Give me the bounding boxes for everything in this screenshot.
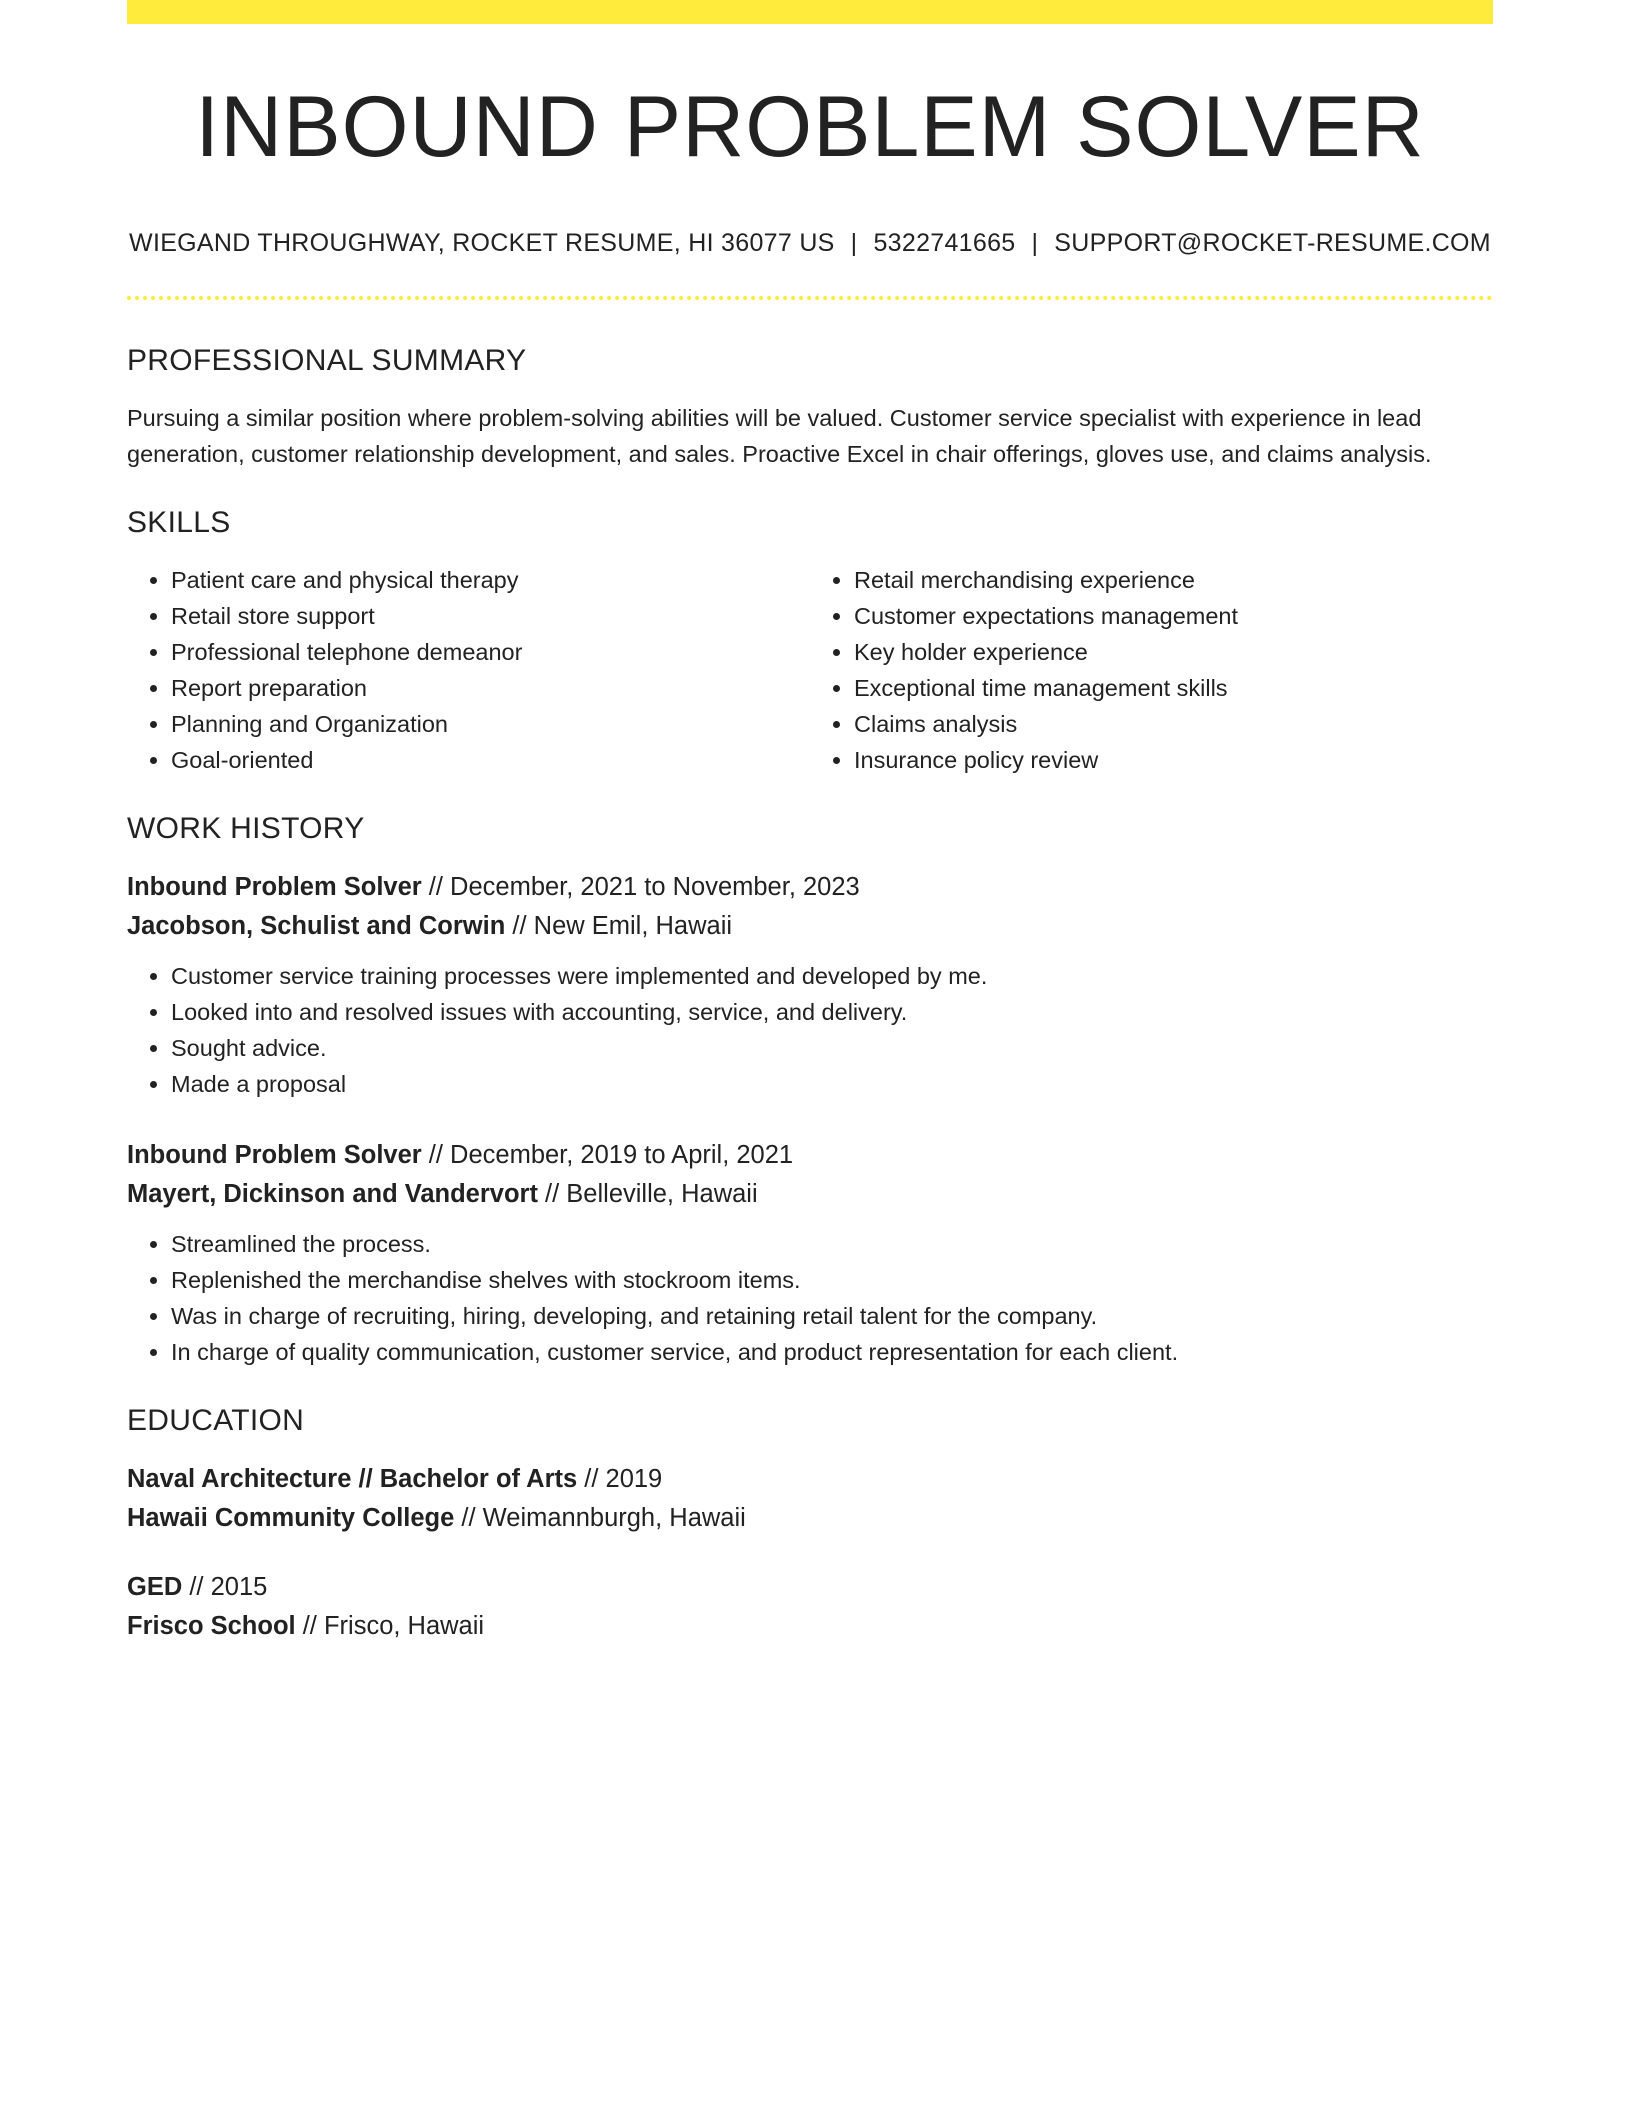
education-degree: Naval Architecture // Bachelor of Arts (127, 1464, 578, 1493)
job-bullet: • Was in charge of recruiting, hiring, developing, and retaining retail talent for the company. (171, 1298, 1493, 1334)
skills-section (127, 506, 1493, 778)
skill-item: • Patient care and physical therapy (171, 562, 810, 598)
education-entry (127, 1460, 1493, 1538)
summary-section (127, 344, 1493, 472)
skills-heading: SKILLS (127, 505, 231, 539)
header-divider (127, 296, 1493, 300)
skill-item: • Report preparation (171, 670, 810, 706)
top-accent-bar (127, 0, 1493, 24)
job-entry (127, 868, 1493, 1102)
contact-address: WIEGAND THROUGHWAY, ROCKET RESUME, HI 36077 US (129, 228, 835, 257)
work-history-section (127, 812, 1493, 1370)
job-bullet: • Customer service training processes were implemented and developed by me. (171, 958, 1493, 994)
skills-list-left (127, 562, 810, 778)
skill-item: • Key holder experience (854, 634, 1493, 670)
education-degree-line (127, 1568, 1493, 1607)
job-company-line (127, 1175, 1493, 1214)
education-location: // Frisco, Hawaii (295, 1611, 485, 1640)
job-entry (127, 1136, 1493, 1370)
skill-item: • Insurance policy review (854, 742, 1493, 778)
job-bullet: • Made a proposal (171, 1066, 1493, 1102)
skill-item: • Planning and Organization (171, 706, 810, 742)
job-bullets (127, 958, 1493, 1102)
skills-grid (127, 562, 1493, 778)
skills-column-right (810, 562, 1493, 778)
job-title: Inbound Problem Solver (127, 872, 422, 901)
job-company-line (127, 907, 1493, 946)
job-bullet: • In charge of quality communication, customer service, and product representation for each client. (171, 1334, 1493, 1370)
contact-separator: | (850, 228, 858, 257)
work-history-heading: WORK HISTORY (127, 811, 365, 845)
education-location: // Weimannburgh, Hawaii (454, 1503, 746, 1532)
education-section (127, 1404, 1493, 1646)
education-year: // 2015 (182, 1572, 268, 1601)
job-bullet: • Looked into and resolved issues with accounting, service, and delivery. (171, 994, 1493, 1030)
education-school-line (127, 1607, 1493, 1646)
skills-column-left (127, 562, 810, 778)
candidate-name: INBOUND PROBLEM SOLVER (195, 79, 1425, 175)
job-bullet: • Replenished the merchandise shelves with stockroom items. (171, 1262, 1493, 1298)
job-bullet: • Streamlined the process. (171, 1226, 1493, 1262)
skill-item: • Exceptional time management skills (854, 670, 1493, 706)
summary-text: Pursuing a similar position where problem-solving abilities will be valued. Customer service specialist with experience in lead generation, customer relationship development, and sales. Proactive Excel in chair offerings, gloves use, and claims analysis. (127, 404, 1432, 467)
job-company: Jacobson, Schulist and Corwin (127, 911, 506, 940)
skills-list-right (810, 562, 1493, 778)
skill-item: • Retail store support (171, 598, 810, 634)
job-bullet: • Sought advice. (171, 1030, 1493, 1066)
skill-item: • Goal-oriented (171, 742, 810, 778)
contact-phone: 5322741665 (873, 228, 1016, 257)
summary-heading: PROFESSIONAL SUMMARY (127, 343, 527, 377)
skill-item: • Professional telephone demeanor (171, 634, 810, 670)
education-degree: GED (127, 1572, 183, 1601)
education-entry (127, 1568, 1493, 1646)
education-school-line (127, 1499, 1493, 1538)
job-title: Inbound Problem Solver (127, 1140, 422, 1169)
job-title-line (127, 868, 1493, 907)
job-location: // Belleville, Hawaii (537, 1179, 758, 1208)
education-heading: EDUCATION (127, 1403, 305, 1437)
contact-separator: | (1031, 228, 1039, 257)
education-school: Hawaii Community College (127, 1503, 455, 1532)
skill-item: • Retail merchandising experience (854, 562, 1493, 598)
education-school: Frisco School (127, 1611, 296, 1640)
contact-email: SUPPORT@ROCKET-RESUME.COM (1054, 228, 1491, 257)
contact-line (127, 229, 1493, 258)
job-dates: // December, 2019 to April, 2021 (421, 1140, 794, 1169)
skill-item: • Customer expectations management (854, 598, 1493, 634)
job-company: Mayert, Dickinson and Vandervort (127, 1179, 538, 1208)
job-title-line (127, 1136, 1493, 1175)
job-bullets (127, 1226, 1493, 1370)
skill-item: • Claims analysis (854, 706, 1493, 742)
education-degree-line (127, 1460, 1493, 1499)
job-dates: // December, 2021 to November, 2023 (421, 872, 860, 901)
job-location: // New Emil, Hawaii (505, 911, 733, 940)
education-year: // 2019 (577, 1464, 663, 1493)
resume-page (127, 0, 1493, 1676)
